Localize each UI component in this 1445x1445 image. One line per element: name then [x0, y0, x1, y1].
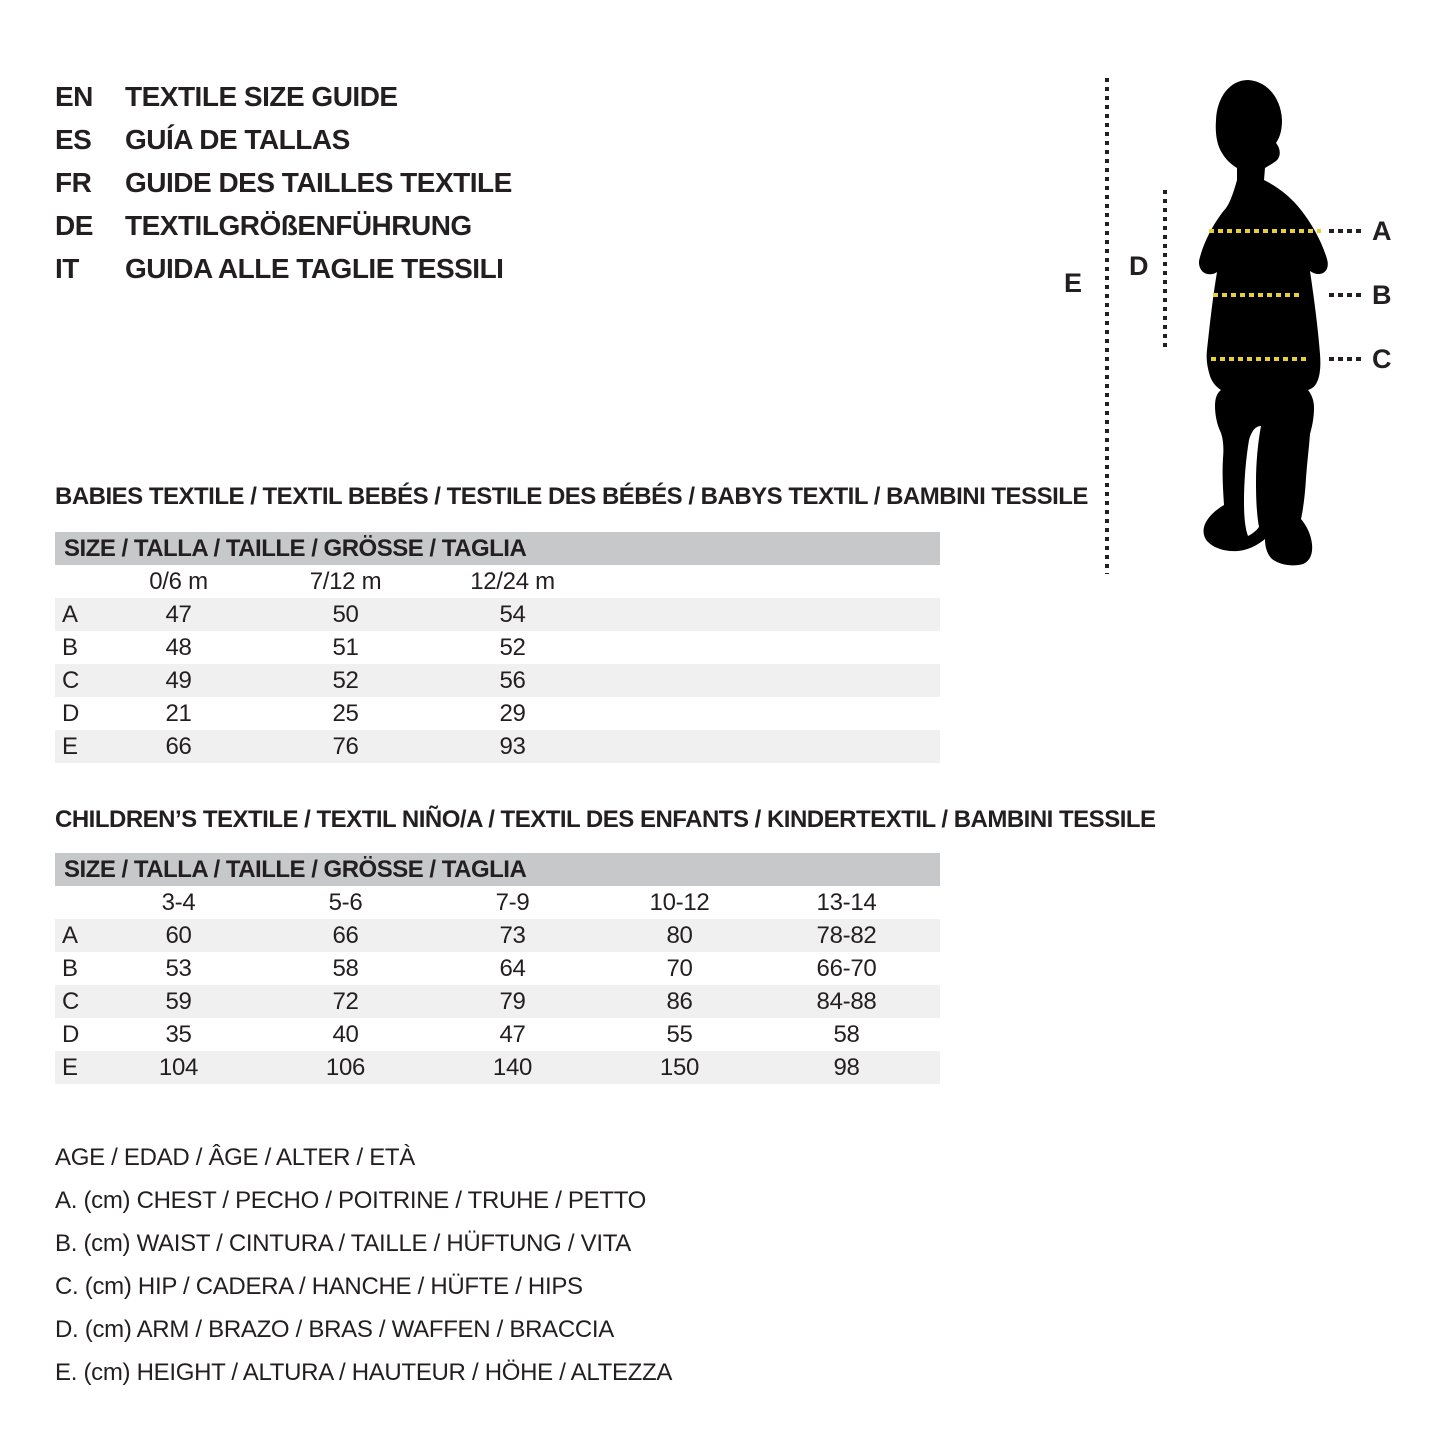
- language-code: DE: [55, 209, 93, 241]
- cell: 52: [499, 633, 526, 661]
- row-label: E: [62, 1053, 78, 1081]
- cell: 64: [499, 954, 526, 982]
- babies-size-table: [55, 565, 940, 763]
- cell: 86: [666, 987, 693, 1015]
- column-header: 10-12: [649, 888, 710, 916]
- table-header-row: [55, 565, 940, 598]
- children-size-header-bar: [55, 853, 940, 886]
- cell: 80: [666, 921, 693, 949]
- language-row-fr: [55, 161, 512, 204]
- cell: 55: [666, 1020, 693, 1048]
- child-silhouette-image: [1160, 60, 1350, 580]
- cell: 54: [499, 600, 526, 628]
- table-row-waist: [55, 952, 940, 985]
- table-row-arm: [55, 697, 940, 730]
- cell: 47: [165, 600, 192, 628]
- language-title: TEXTILE SIZE GUIDE: [125, 80, 398, 112]
- waist-leader-line: [1329, 293, 1363, 297]
- table-row-chest: [55, 919, 940, 952]
- column-header: 7/12 m: [309, 567, 382, 595]
- cell: 48: [165, 633, 192, 661]
- cell: 29: [499, 699, 526, 727]
- cell: 52: [332, 666, 359, 694]
- table-row-hip: [55, 664, 940, 697]
- language-code: ES: [55, 123, 92, 155]
- legend-age: AGE / EDAD / ÂGE / ALTER / ETÀ: [55, 1143, 415, 1171]
- cell: 150: [659, 1053, 700, 1081]
- row-label: A: [62, 600, 78, 628]
- row-label: C: [62, 666, 80, 694]
- column-header: 12/24 m: [470, 567, 555, 595]
- legend-hip: C. (cm) HIP / CADERA / HANCHE / HÜFTE / HIPS: [55, 1272, 583, 1300]
- language-title: GUIDA ALLE TAGLIE TESSILI: [125, 252, 504, 284]
- row-label: D: [62, 1020, 80, 1048]
- cell: 70: [666, 954, 693, 982]
- cell: 78-82: [816, 921, 877, 949]
- figure-label-height: E: [1064, 268, 1082, 298]
- column-header: 7-9: [495, 888, 530, 916]
- height-measure-line-E: [1105, 78, 1109, 574]
- cell: 66-70: [816, 954, 877, 982]
- cell: 98: [833, 1053, 860, 1081]
- cell: 140: [492, 1053, 533, 1081]
- measurement-legend: [55, 1136, 672, 1394]
- table-row-chest: [55, 598, 940, 631]
- cell: 79: [499, 987, 526, 1015]
- table-row-arm: [55, 1018, 940, 1051]
- column-header: 0/6 m: [149, 567, 208, 595]
- cell: 73: [499, 921, 526, 949]
- cell: 60: [165, 921, 192, 949]
- language-code: FR: [55, 166, 92, 198]
- language-row-en: [55, 75, 512, 118]
- language-row-de: [55, 204, 512, 247]
- cell: 93: [499, 732, 526, 760]
- row-label: B: [62, 633, 78, 661]
- figure-label-waist: B: [1372, 280, 1391, 310]
- chest-measure-line: [1209, 229, 1321, 233]
- figure-label-chest: A: [1372, 216, 1391, 246]
- cell: 21: [165, 699, 192, 727]
- babies-section-title: BABIES TEXTILE / TEXTIL BEBÉS / TESTILE DES BÉBÉS / BABYS TEXTIL / BAMBINI TESSILE: [55, 483, 1088, 510]
- cell: 58: [833, 1020, 860, 1048]
- language-code: EN: [55, 80, 93, 112]
- table-row-hip: [55, 985, 940, 1018]
- row-label: A: [62, 921, 78, 949]
- hip-leader-line: [1329, 357, 1363, 361]
- waist-measure-line: [1213, 293, 1301, 297]
- language-title-list: [55, 75, 512, 290]
- table-header-row: [55, 886, 940, 919]
- table-row-waist: [55, 631, 940, 664]
- row-label: B: [62, 954, 78, 982]
- legend-chest: A. (cm) CHEST / PECHO / POITRINE / TRUHE / PETTO: [55, 1186, 647, 1214]
- babies-size-header-bar: [55, 532, 940, 565]
- row-label: D: [62, 699, 80, 727]
- language-code: IT: [55, 252, 79, 284]
- column-header: 13-14: [816, 888, 877, 916]
- cell: 40: [332, 1020, 359, 1048]
- legend-waist: B. (cm) WAIST / CINTURA / TAILLE / HÜFTUNG / VITA: [55, 1229, 632, 1257]
- table-row-height: [55, 730, 940, 763]
- cell: 50: [332, 600, 359, 628]
- language-row-es: [55, 118, 512, 161]
- cell: 51: [332, 633, 359, 661]
- language-title: GUIDE DES TAILLES TEXTILE: [125, 166, 512, 198]
- row-label: C: [62, 987, 80, 1015]
- cell: 72: [332, 987, 359, 1015]
- language-title: TEXTILGRÖßENFÜHRUNG: [125, 209, 472, 241]
- arm-measure-line-D: [1163, 190, 1167, 348]
- cell: 104: [158, 1053, 199, 1081]
- cell: 56: [499, 666, 526, 694]
- legend-height: E. (cm) HEIGHT / ALTURA / HAUTEUR / HÖHE / ALTEZZA: [55, 1358, 673, 1386]
- hip-measure-line: [1211, 357, 1308, 361]
- table-row-height: [55, 1051, 940, 1084]
- children-size-header-label: SIZE / TALLA / TAILLE / GRÖSSE / TAGLIA: [64, 855, 527, 883]
- babies-size-header-label: SIZE / TALLA / TAILLE / GRÖSSE / TAGLIA: [64, 534, 527, 562]
- language-row-it: [55, 247, 512, 290]
- row-label: E: [62, 732, 78, 760]
- cell: 35: [165, 1020, 192, 1048]
- cell: 49: [165, 666, 192, 694]
- column-header: 5-6: [328, 888, 363, 916]
- cell: 66: [165, 732, 192, 760]
- cell: 25: [332, 699, 359, 727]
- figure-label-arm: D: [1129, 251, 1148, 281]
- language-title: GUÍA DE TALLAS: [125, 123, 350, 155]
- figure-label-hip: C: [1372, 344, 1391, 374]
- children-size-table: [55, 886, 940, 1084]
- cell: 106: [325, 1053, 366, 1081]
- cell: 66: [332, 921, 359, 949]
- cell: 76: [332, 732, 359, 760]
- chest-leader-line: [1329, 229, 1363, 233]
- cell: 53: [165, 954, 192, 982]
- cell: 58: [332, 954, 359, 982]
- cell: 47: [499, 1020, 526, 1048]
- cell: 84-88: [816, 987, 877, 1015]
- column-header: 3-4: [161, 888, 196, 916]
- children-section-title: CHILDREN’S TEXTILE / TEXTIL NIÑO/A / TEXTIL DES ENFANTS / KINDERTEXTIL / BAMBINI TESSILE: [55, 806, 1156, 833]
- legend-arm: D. (cm) ARM / BRAZO / BRAS / WAFFEN / BRACCIA: [55, 1315, 614, 1343]
- cell: 59: [165, 987, 192, 1015]
